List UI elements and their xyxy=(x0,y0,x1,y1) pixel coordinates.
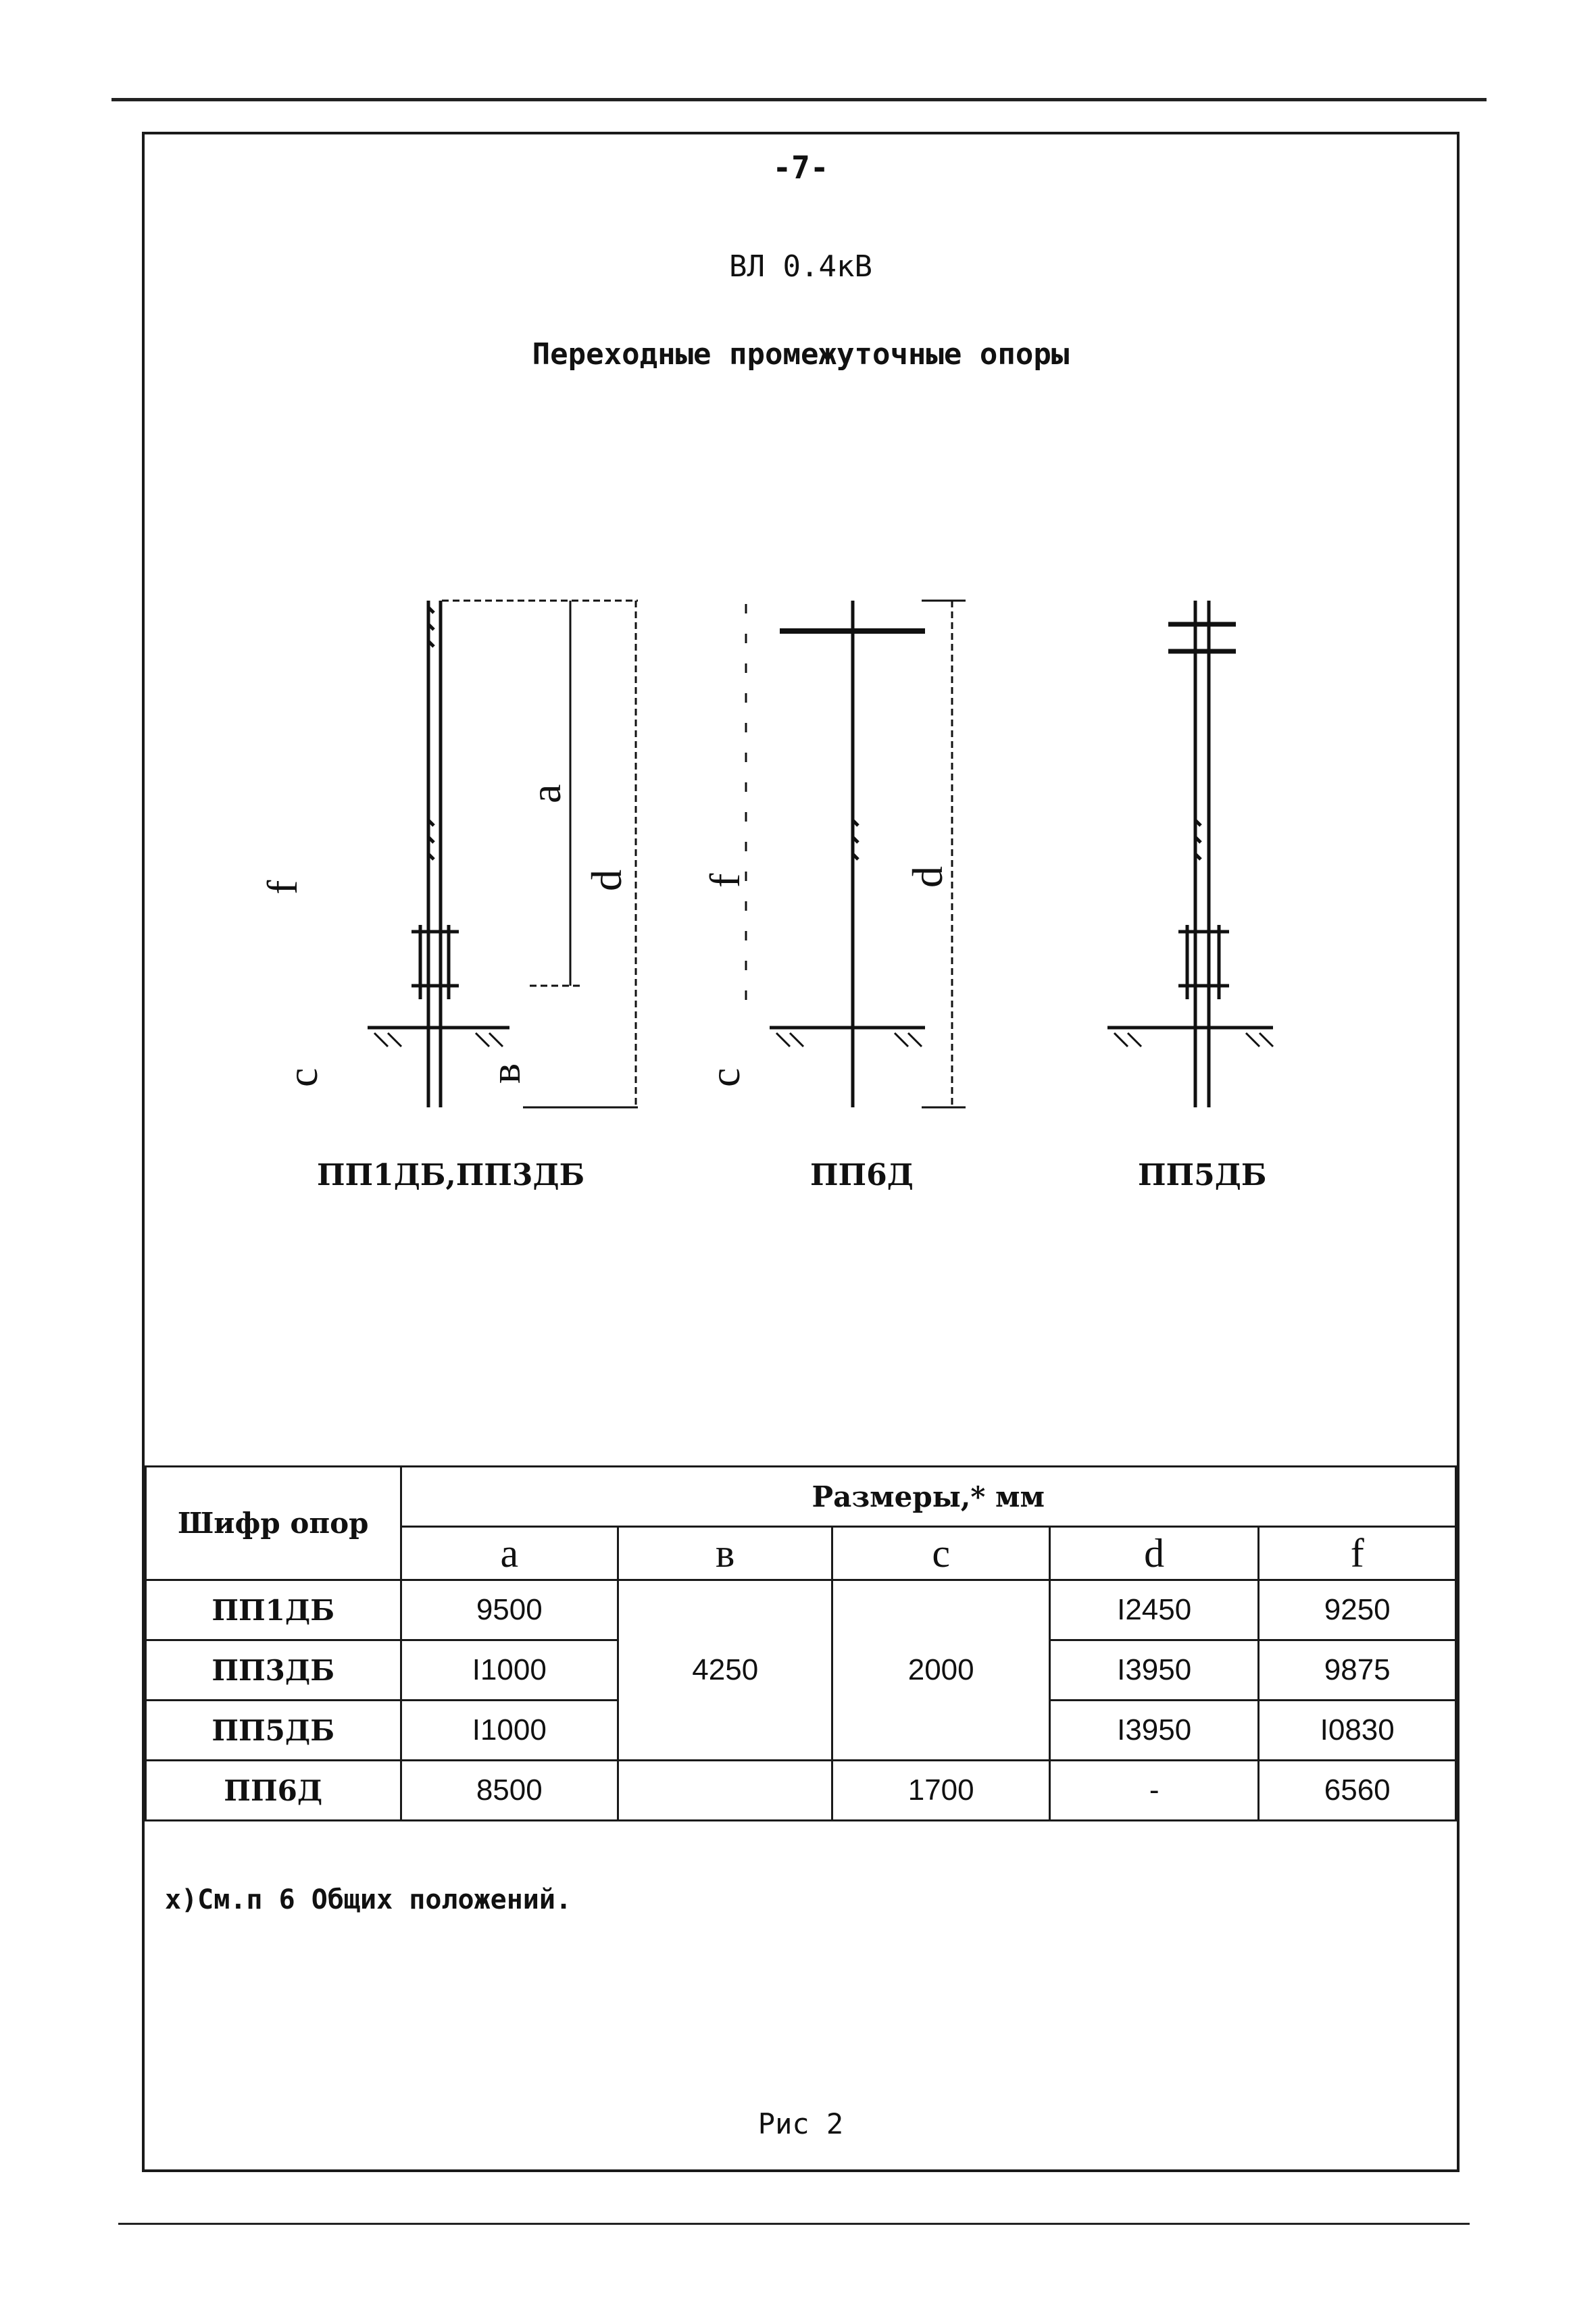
cell-code: ПП1ДБ xyxy=(146,1580,401,1640)
dim-label-f-1: f xyxy=(258,880,306,895)
cell-f: 9875 xyxy=(1259,1640,1456,1701)
column-a: a xyxy=(401,1527,618,1580)
dim-label-c-1: с xyxy=(278,1067,326,1087)
caption-pp6d: ПП6Д xyxy=(810,1158,914,1192)
dim-label-f-2: f xyxy=(701,873,749,888)
dim-lines-pp6d xyxy=(746,601,966,1107)
dim-lines-pp1db xyxy=(442,601,638,1107)
dim-label-d-2: d xyxy=(903,866,951,888)
cell-code: ПП5ДБ xyxy=(146,1701,401,1761)
top-rule xyxy=(111,98,1487,101)
column-d: d xyxy=(1049,1527,1259,1580)
header-code: Шифр опор xyxy=(146,1467,401,1580)
page-subtitle: Переходные промежуточные опоры xyxy=(532,337,1070,372)
page-number: -7- xyxy=(772,149,829,186)
page-title: ВЛ 0.4кВ xyxy=(729,249,872,284)
cell-a: I1000 xyxy=(401,1640,618,1701)
poles-drawing xyxy=(145,134,1457,1148)
bottom-rule xyxy=(118,2223,1470,2225)
table-row xyxy=(146,1580,1456,1640)
cell-f: 6560 xyxy=(1259,1761,1456,1821)
column-b: в xyxy=(618,1527,832,1580)
footnote: х)См.п 6 Общих положений. xyxy=(165,1884,572,1915)
page-frame xyxy=(142,132,1460,2172)
cell-b xyxy=(618,1761,832,1821)
cell-d: - xyxy=(1049,1761,1259,1821)
cell-c-merged: 2000 xyxy=(832,1580,1049,1761)
pole-pp6d xyxy=(770,601,925,1107)
cell-d: I2450 xyxy=(1049,1580,1259,1640)
cell-c: 1700 xyxy=(832,1761,1049,1821)
dim-label-d-1: d xyxy=(582,870,630,891)
cell-f: I0830 xyxy=(1259,1701,1456,1761)
header-sizes: Размеры,* мм xyxy=(401,1467,1455,1527)
dimensions-table xyxy=(145,1465,1457,1821)
pole-pp5db xyxy=(1107,601,1273,1107)
cell-f: 9250 xyxy=(1259,1580,1456,1640)
cell-code: ПП3ДБ xyxy=(146,1640,401,1701)
column-f: f xyxy=(1259,1527,1456,1580)
column-c: с xyxy=(832,1527,1049,1580)
cell-a: 8500 xyxy=(401,1761,618,1821)
cell-a: I1000 xyxy=(401,1701,618,1761)
dim-label-a: a xyxy=(522,784,570,803)
caption-pp5db: ПП5ДБ xyxy=(1138,1158,1267,1192)
dim-label-b: в xyxy=(481,1063,529,1084)
dim-label-c-2: с xyxy=(701,1067,749,1087)
figure-label: Рис 2 xyxy=(757,2107,844,2140)
pole-pp1db xyxy=(368,601,509,1107)
cell-d: I3950 xyxy=(1049,1640,1259,1701)
cell-d: I3950 xyxy=(1049,1701,1259,1761)
cell-code: ПП6Д xyxy=(146,1761,401,1821)
cell-b-merged: 4250 xyxy=(618,1580,832,1761)
table-row xyxy=(146,1761,1456,1821)
cell-a: 9500 xyxy=(401,1580,618,1640)
caption-pp1db-pp3db: ПП1ДБ,ПП3ДБ xyxy=(317,1158,585,1192)
